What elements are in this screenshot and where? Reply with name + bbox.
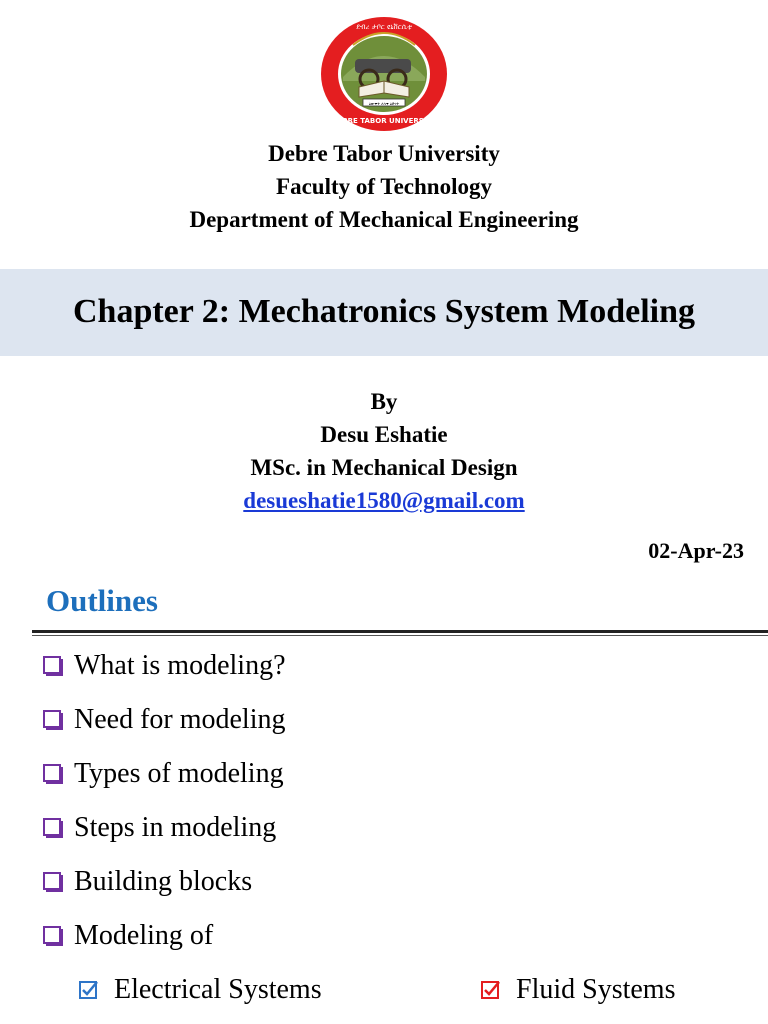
outline-item-label: Modeling of (74, 920, 214, 951)
outlines-heading: Outlines (46, 583, 158, 618)
outline-item (42, 916, 213, 956)
purple-square-bullet-icon (42, 871, 64, 893)
sub-item-label: Fluid Systems (516, 974, 676, 1005)
seal-bottom-text: DEBRE TABOR UNIVERSITY (331, 117, 437, 125)
outline-item-label: Need for modeling (74, 704, 286, 735)
blue-checkbox-icon (78, 979, 100, 1001)
outline-item-label: Steps in modeling (74, 812, 277, 843)
outline-item (42, 808, 276, 848)
sub-item-label: Electrical Systems (114, 974, 322, 1005)
sub-item-electrical (78, 970, 322, 1010)
outline-item (42, 862, 252, 902)
by-label: By (370, 389, 398, 414)
outline-item (42, 754, 284, 794)
purple-square-bullet-icon (42, 925, 64, 947)
purple-square-bullet-icon (42, 709, 64, 731)
red-checkbox-icon (480, 979, 502, 1001)
department-name: Department of Mechanical Engineering (189, 207, 579, 232)
author-degree: MSc. in Mechanical Design (250, 455, 518, 480)
author-name: Desu Eshatie (320, 422, 448, 447)
author-email-link[interactable]: desueshatie1580@gmail.com (243, 488, 525, 513)
outline-item (42, 700, 286, 740)
university-logo (319, 15, 449, 133)
purple-square-bullet-icon (42, 655, 64, 677)
purple-square-bullet-icon (42, 817, 64, 839)
university-name: Debre Tabor University (268, 141, 500, 166)
heading-divider (32, 630, 768, 633)
author-email-row (0, 484, 768, 517)
outline-item-label: Types of modeling (74, 758, 284, 789)
presentation-date: 02-Apr-23 (648, 538, 744, 563)
seal-top-text: ደብረ ታቦር ዩኒቨርሲቲ (356, 23, 412, 31)
outline-item-label: Building blocks (74, 866, 253, 897)
outline-item (42, 646, 286, 686)
outline-item-label: What is modeling? (74, 650, 286, 681)
sub-item-fluid (480, 970, 675, 1010)
heading-divider-thin (32, 635, 768, 636)
university-seal-icon (319, 15, 449, 133)
purple-square-bullet-icon (42, 763, 64, 785)
chapter-title: Chapter 2: Mechatronics System Modeling (72, 293, 695, 330)
seal-ribbon-text: ዕውቀት ለላቀ ዕድገት (368, 101, 400, 106)
faculty-name: Faculty of Technology (276, 174, 492, 199)
